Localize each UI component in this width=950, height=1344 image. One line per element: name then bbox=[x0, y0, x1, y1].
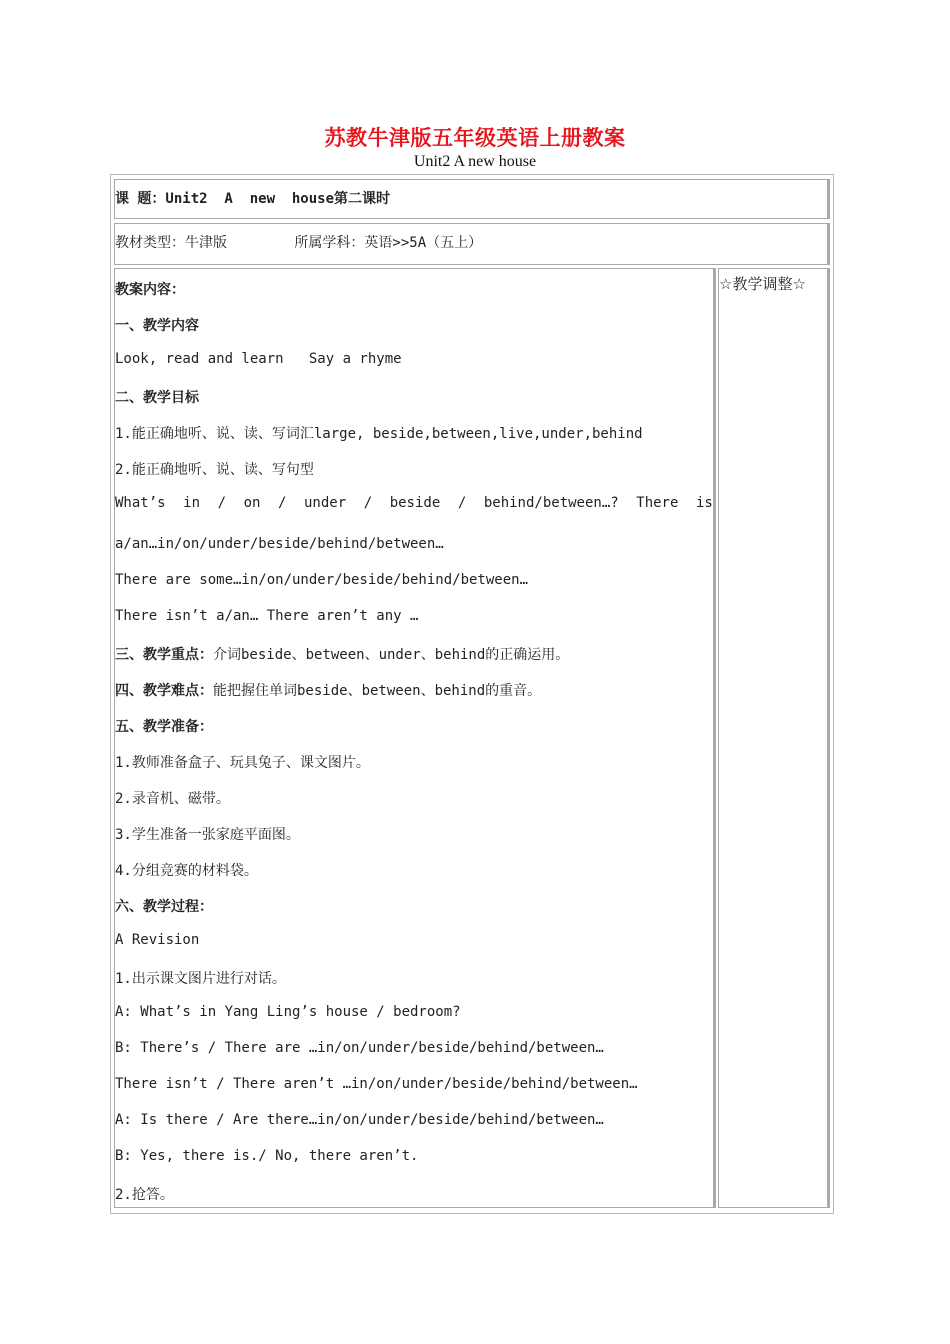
content-cell bbox=[114, 268, 716, 1208]
section-heading: 一、教学内容 bbox=[115, 318, 199, 334]
difficulties-text: 能把握住单词beside、between、behind的重音。 bbox=[213, 683, 542, 699]
section-heading: 四、教学难点： bbox=[115, 683, 213, 699]
content-line: 2.抢答。 bbox=[115, 1187, 174, 1203]
content-line: 1.教师准备盒子、玩具兔子、课文图片。 bbox=[115, 755, 370, 771]
difficulties-line bbox=[115, 680, 541, 700]
adjustment-heading: ☆教学调整☆ bbox=[719, 275, 806, 293]
content-line: 2.录音机、磁带。 bbox=[115, 791, 230, 807]
word: is bbox=[695, 495, 713, 511]
word: behind/between…? bbox=[483, 495, 619, 511]
content-line: B: Yes, there is./ No, there aren’t. bbox=[115, 1148, 419, 1164]
word: beside bbox=[389, 495, 441, 511]
word: / bbox=[363, 495, 373, 511]
content-line: B: There’s / There are …in/on/under/beside/behind/between… bbox=[115, 1040, 604, 1056]
textbook-meta: 教材类型：牛津版 所属学科：英语>>5A（五上） bbox=[115, 235, 483, 251]
section-heading: 六、教学过程： bbox=[115, 899, 213, 915]
content-line: 1.能正确地听、说、读、写词汇large, beside,between,live,under,behind bbox=[115, 426, 643, 442]
content-line: 3.学生准备一张家庭平面图。 bbox=[115, 827, 300, 843]
lesson-plan-table bbox=[110, 174, 834, 1214]
lesson-title: 课 题：Unit2 A new house第二课时 bbox=[115, 191, 391, 207]
word: There bbox=[636, 495, 679, 511]
content-line: A Revision bbox=[115, 932, 200, 948]
content-heading: 教案内容： bbox=[115, 282, 185, 298]
word: in bbox=[183, 495, 200, 511]
word: / bbox=[457, 495, 467, 511]
lesson-title-row bbox=[114, 179, 830, 219]
word: / bbox=[217, 495, 226, 511]
key-points-text: 介词beside、between、under、behind的正确运用。 bbox=[213, 647, 570, 663]
content-line: 1.出示课文图片进行对话。 bbox=[115, 971, 286, 987]
content-line: a/an…in/on/under/beside/behind/between… bbox=[115, 536, 444, 552]
content-line: A: What’s in Yang Ling’s house / bedroom? bbox=[115, 1004, 461, 1020]
content-line: There isn’t a/an… There aren’t any … bbox=[115, 608, 419, 624]
section-heading: 二、教学目标 bbox=[115, 390, 199, 406]
content-line: 2.能正确地听、说、读、写句型 bbox=[115, 462, 314, 478]
content-line: There are some…in/on/under/beside/behind/between… bbox=[115, 572, 529, 588]
content-line: A: Is there / Are there…in/on/under/beside/behind/between… bbox=[115, 1112, 604, 1128]
key-points-line bbox=[115, 644, 569, 664]
document-subtitle: Unit2 A new house bbox=[413, 153, 537, 170]
section-heading: 三、教学重点： bbox=[115, 647, 213, 663]
word: on bbox=[243, 495, 261, 511]
word: What’s bbox=[115, 495, 166, 511]
sentence-pattern-line bbox=[115, 495, 713, 511]
document-title: 苏教牛津版五年级英语上册教案 bbox=[324, 125, 626, 150]
content-line: There isn’t / There aren’t …in/on/under/beside/behind/between… bbox=[115, 1076, 638, 1092]
content-line: Look, read and learn Say a rhyme bbox=[115, 351, 402, 367]
adjustment-cell bbox=[718, 268, 830, 1208]
word: under bbox=[303, 495, 347, 511]
content-line: 4.分组竞赛的材料袋。 bbox=[115, 863, 258, 879]
section-heading: 五、教学准备： bbox=[115, 719, 213, 735]
word: / bbox=[277, 495, 287, 511]
meta-row bbox=[114, 223, 830, 265]
